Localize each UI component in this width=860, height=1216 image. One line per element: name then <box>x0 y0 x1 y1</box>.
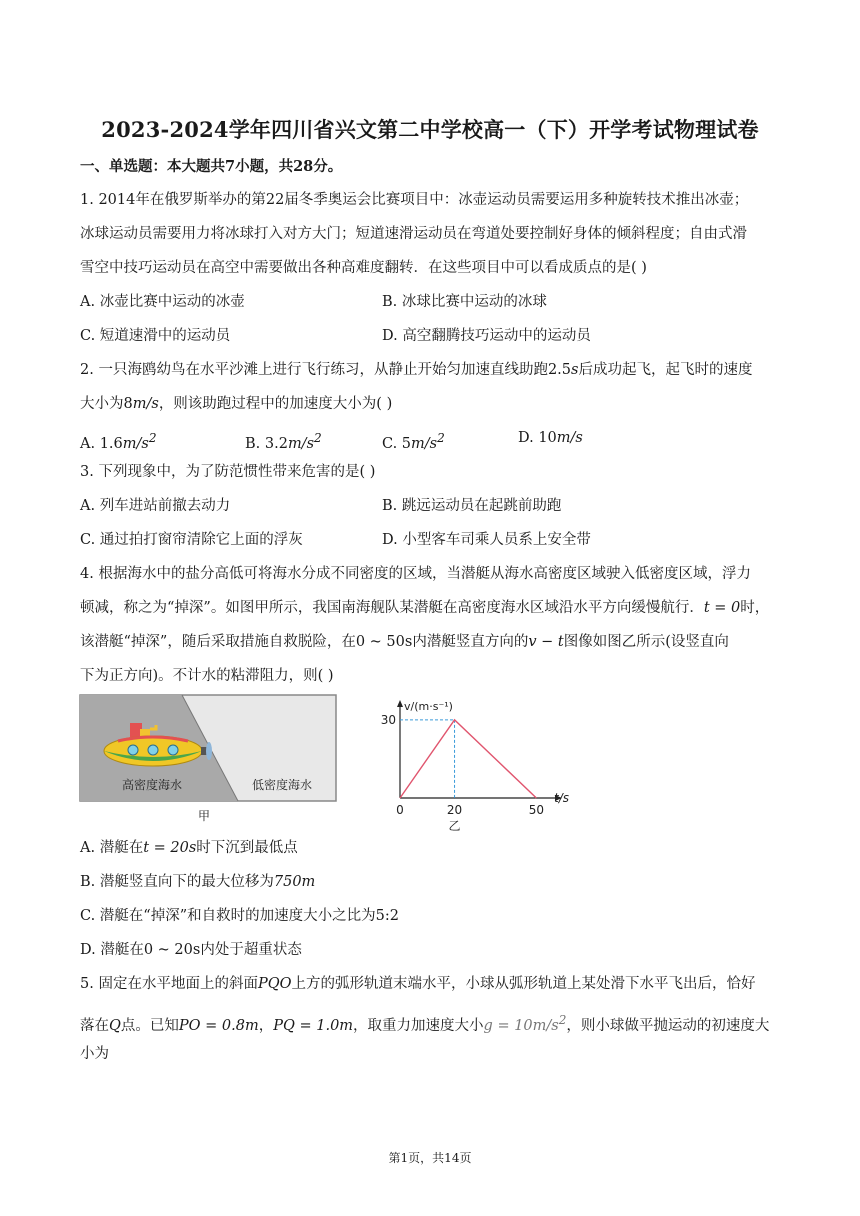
q1-line-2: 冰球运动员需要用力将冰球打入对方大门；短道速滑运动员在弯道处要控制好身体的倾斜程度；自由式滑 <box>80 226 747 242</box>
section-heading: 一、单选题：本大题共7小题，共28分。 <box>80 158 343 175</box>
x-tick-label: 20 <box>446 803 463 817</box>
q1-line-3: 雪空中技巧运动员在高空中需要做出各种高难度翻转．在这些项目中可以看成质点的是( ) <box>80 260 647 276</box>
q4-option-c: C. 潜艇在“掉深”和自救时的加速度大小之比为5:2 <box>80 908 399 924</box>
caption-jia: 甲 <box>197 809 211 823</box>
y-tick-label: 30 <box>380 712 396 727</box>
label-high-density: 高密度海水 <box>122 778 183 792</box>
y-axis-label: v/(m·s⁻¹) <box>404 700 453 713</box>
q4-option-d: D. 潜艇在0 ~ 20s内处于超重状态 <box>80 942 302 958</box>
x-tick-label: 0 <box>396 803 404 817</box>
x-tick-label: 50 <box>528 803 545 817</box>
q5-line-3: 小为 <box>80 1046 109 1062</box>
q4-option-b: B. 潜艇竖直向下的最大位移为750m <box>80 874 316 890</box>
q2-option-c: C. $5m/s^2$ <box>382 431 445 452</box>
q4-line-2: 顿减，称之为“掉深”。如图甲所示，我国南海舰队某潜艇在高密度海水区域沿水平方向缓慢航行．t = 0时， <box>80 600 770 616</box>
q5-line-1: 5. 固定在水平地面上的斜面PQO上方的弧形轨道末端水平，小球从弧形轨道上某处滑下水平飞出后，恰好 <box>80 976 756 992</box>
q4-line-1: 4. 根据海水中的盐分高低可将海水分成不同密度的区域，当潜艇从海水高密度区域驶入低密度区域，浮力 <box>80 566 751 582</box>
q3-option-b: B. 跳远运动员在起跳前助跑 <box>382 498 562 514</box>
q2-line-1: 2. 一只海鸥幼鸟在水平沙滩上进行飞行练习，从静止开始匀加速直线助跑2.5s后成功起飞，起飞时的速度 <box>80 362 753 378</box>
q2-line-2: 大小为8m/s，则该助跑过程中的加速度大小为( ) <box>80 396 393 412</box>
q1-line-1: 1. 2014年在俄罗斯举办的第22届冬季奥运会比赛项目中：冰壶运动员需要运用多种旋转技术推出冰壶； <box>80 192 749 208</box>
figure-jia-submarine <box>78 693 340 827</box>
q2-option-b: B. $3.2m/s^2$ <box>245 431 322 452</box>
q3-option-c: C. 通过拍打窗帘清除它上面的浮灰 <box>80 532 303 548</box>
q3-option-a: A. 列车进站前撤去动力 <box>80 498 231 514</box>
label-low-density: 低密度海水 <box>252 778 313 792</box>
series-line <box>400 720 536 798</box>
x-axis-label: t/s <box>554 791 569 805</box>
page-title: 2023-2024学年四川省兴文第二中学校高一（下）开学考试物理试卷 <box>101 117 759 142</box>
q2-option-d: D. 10m/s <box>518 430 583 446</box>
q1-option-c: C. 短道速滑中的运动员 <box>80 328 231 344</box>
q3-option-d: D. 小型客车司乘人员系上安全带 <box>382 532 591 548</box>
q2-option-a: A. $1.6m/s^2$ <box>80 431 157 452</box>
q4-line-4: 下为正方向)。不计水的粘滞阻力，则( ) <box>80 668 334 684</box>
q1-option-a: A. 冰壶比赛中运动的冰壶 <box>80 294 245 310</box>
figure-yi-vt-chart <box>372 694 572 832</box>
q1-option-d: D. 高空翻腾技巧运动中的运动员 <box>382 328 591 344</box>
caption-yi: 乙 <box>448 819 461 832</box>
q4-line-3: 该潜艇“掉深”，随后采取措施自救脱险，在0 ~ 50s内潜艇竖直方向的v − t图像如图乙所示(设竖直向 <box>80 634 729 650</box>
q3-stem: 3. 下列现象中，为了防范惯性带来危害的是( ) <box>80 464 376 480</box>
page-footer: 第1页，共14页 <box>388 1151 472 1165</box>
q1-option-b: B. 冰球比赛中运动的冰球 <box>382 294 547 310</box>
q5-line-2: 落在Q点。已知PO = 0.8m，PQ = 1.0m，取重力加速度大小$g = 10m/s^2$，则小球做平抛运动的初速度大 <box>80 1013 770 1034</box>
y-axis-arrow <box>397 700 403 707</box>
q4-option-a: A. 潜艇在t = 20s时下沉到最低点 <box>80 840 298 856</box>
